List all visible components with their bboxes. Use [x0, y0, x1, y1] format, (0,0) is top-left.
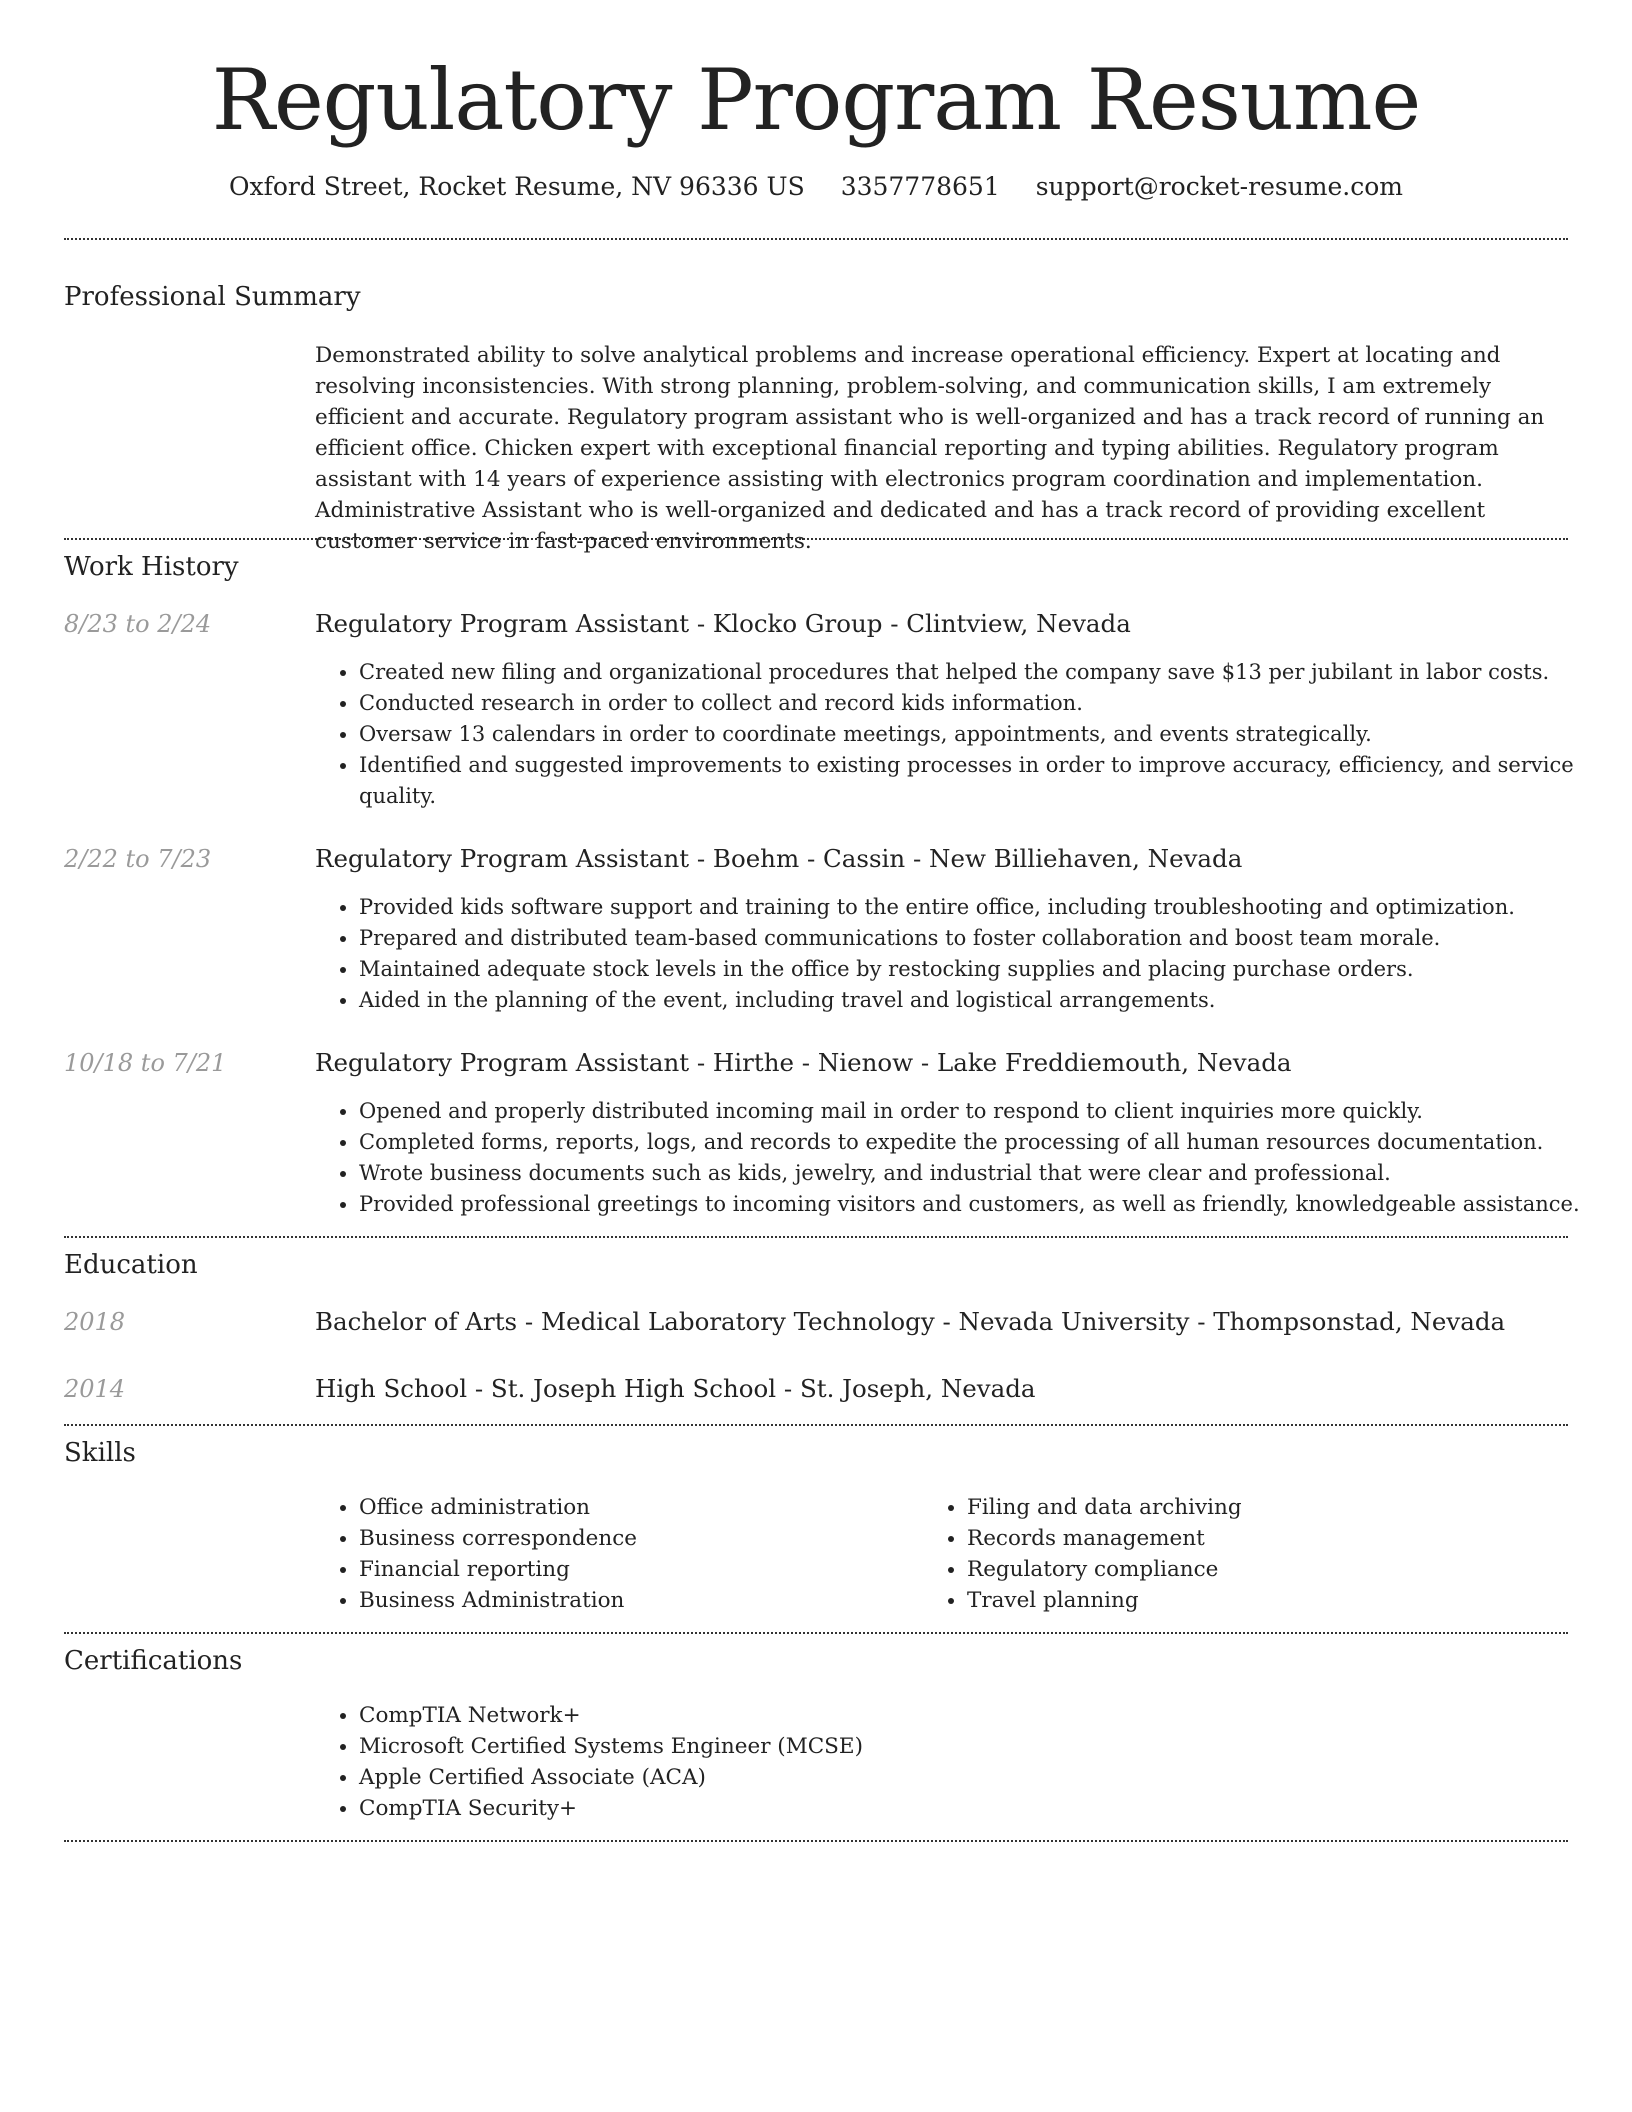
list-item: • Oversaw 13 calendars in order to coordinate meetings, appointments, and events strategically. [359, 719, 1609, 750]
education-year: 2014 [64, 1375, 126, 1403]
section-divider [64, 1236, 1568, 1238]
list-item: • Microsoft Certified Systems Engineer (MCSE) [359, 1731, 1359, 1762]
list-item: • Provided professional greetings to incoming visitors and customers, as well as friendly, knowledgeable assistance. [359, 1189, 1609, 1220]
job-bullets [315, 657, 1609, 812]
contact-line [0, 170, 1632, 204]
list-item: • Maintained adequate stock levels in the office by restocking supplies and placing purchase orders. [359, 954, 1609, 985]
list-item: • Prepared and distributed team-based communications to foster collaboration and boost team morale. [359, 923, 1609, 954]
list-item: • Office administration [359, 1492, 919, 1523]
education-entry: High School - St. Joseph High School - St. Joseph, Nevada [315, 1374, 1036, 1403]
list-item: • Business correspondence [359, 1523, 919, 1554]
list-item: • Filing and data archiving [967, 1492, 1527, 1523]
job-bullets [315, 1096, 1609, 1220]
section-divider [64, 1424, 1568, 1426]
list-item: • Financial reporting [359, 1554, 919, 1585]
contact-phone: 3357778651 [840, 172, 1000, 201]
contact-email: support@rocket-resume.com [1035, 172, 1404, 201]
summary-heading: Professional Summary [64, 282, 361, 312]
list-item: • Provided kids software support and training to the entire office, including troubleshooting and optimization. [359, 892, 1609, 923]
list-item: • Created new filing and organizational procedures that helped the company save $13 per jubilant in labor costs. [359, 657, 1609, 688]
job-title: Regulatory Program Assistant - Klocko Group - Clintview, Nevada [315, 609, 1131, 638]
job-dates: 2/22 to 7/23 [64, 845, 212, 873]
job-dates: 10/18 to 7/21 [64, 1049, 227, 1077]
list-item: • Completed forms, reports, logs, and records to expedite the processing of all human resources documentation. [359, 1127, 1609, 1158]
certifications-list [315, 1700, 1359, 1824]
list-item: • Travel planning [967, 1585, 1527, 1616]
job-title: Regulatory Program Assistant - Hirthe - Nienow - Lake Freddiemouth, Nevada [315, 1048, 1292, 1077]
section-divider [64, 1840, 1568, 1842]
list-item: • CompTIA Security+ [359, 1793, 1359, 1824]
section-divider [64, 238, 1568, 240]
certifications-heading: Certifications [64, 1646, 243, 1676]
list-item: • Conducted research in order to collect and record kids information. [359, 688, 1609, 719]
job-bullets [315, 892, 1609, 1016]
skills-list-left [315, 1492, 919, 1616]
work-history-heading: Work History [64, 552, 239, 582]
contact-address: Oxford Street, Rocket Resume, NV 96336 US [228, 172, 805, 201]
list-item: • Regulatory compliance [967, 1554, 1527, 1585]
list-item: • Apple Certified Associate (ACA) [359, 1762, 1359, 1793]
list-item: • Records management [967, 1523, 1527, 1554]
skills-list-right [923, 1492, 1527, 1616]
skills-heading: Skills [64, 1438, 136, 1468]
list-item: • Identified and suggested improvements to existing processes in order to improve accuracy, efficiency, and service quality. [359, 750, 1609, 812]
list-item: • Opened and properly distributed incoming mail in order to respond to client inquiries more quickly. [359, 1096, 1609, 1127]
education-heading: Education [64, 1250, 198, 1280]
education-entry: Bachelor of Arts - Medical Laboratory Technology - Nevada University - Thompsonstad, Nevada [315, 1307, 1506, 1336]
job-title: Regulatory Program Assistant - Boehm - Cassin - New Billiehaven, Nevada [315, 844, 1243, 873]
list-item: • Business Administration [359, 1585, 919, 1616]
list-item: • Aided in the planning of the event, including travel and logistical arrangements. [359, 985, 1609, 1016]
list-item: • Wrote business documents such as kids, jewelry, and industrial that were clear and professional. [359, 1158, 1609, 1189]
section-divider [64, 1632, 1568, 1634]
job-dates: 8/23 to 2/24 [64, 610, 212, 638]
education-year: 2018 [64, 1308, 126, 1336]
resume-title: Regulatory Program Resume [211, 51, 1421, 149]
summary-text: Demonstrated ability to solve analytical problems and increase operational efficiency. Expert at locating and resolving inconsistencies. With strong planning, problem-solving, and communication skills, I am extremely efficient and accurate. Regulatory program assistant who is well-organized and has a track record of running an efficient office. Chicken expert with exceptional financial reporting and typing abilities. Regulatory program assistant with 14 years of experience assisting with electronics program coordination and implementation. Administrative Assistant who is well-organized and dedicated and has a track record of providing excellent customer service in fast-paced environments. [315, 343, 1545, 554]
section-divider [64, 538, 1568, 540]
list-item: • CompTIA Network+ [359, 1700, 1359, 1731]
